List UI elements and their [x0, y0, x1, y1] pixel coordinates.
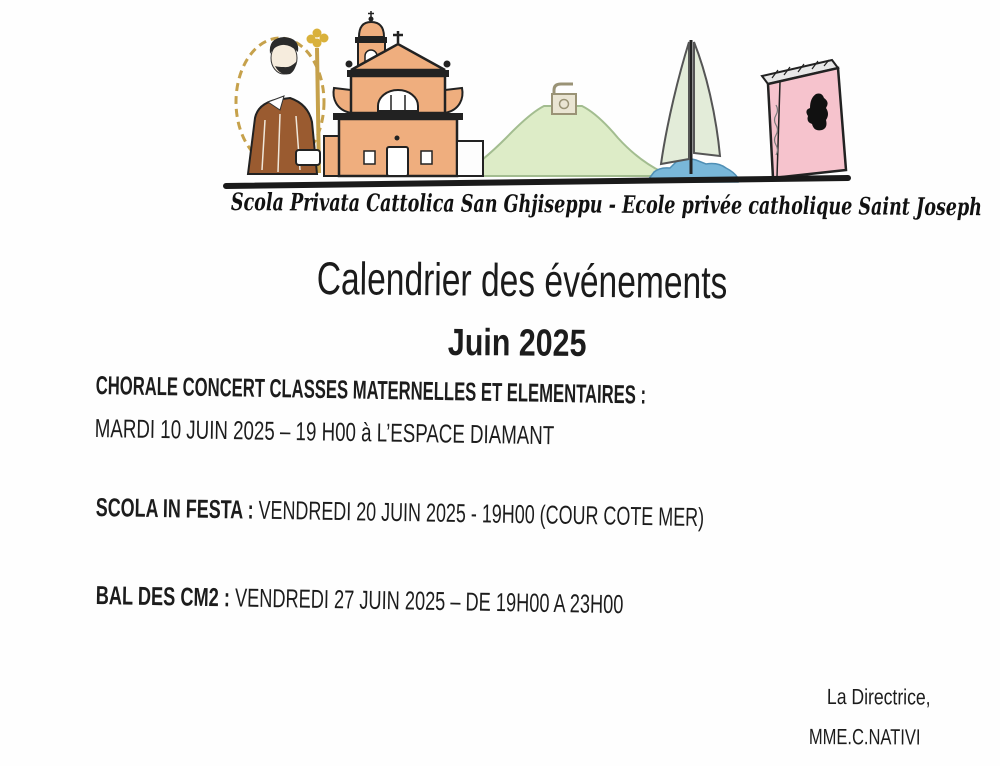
- dome: [359, 22, 384, 37]
- school-banner-illustration: [220, 10, 852, 192]
- mountain-illustration: [460, 84, 672, 176]
- month-title: Juin 2025: [447, 322, 587, 365]
- banner-baseline: [226, 178, 848, 186]
- left-finial: [346, 61, 353, 68]
- page-title: Calendrier des événements: [316, 252, 728, 309]
- signature-name: MME.C.NATIVI: [808, 724, 921, 750]
- sailboat-illustration: [648, 40, 738, 182]
- school-name-script: Scola Privata Cattolica San Ghjiseppu - Ecole privée catholique Saint Joseph: [230, 187, 983, 222]
- event-3-line: [96, 582, 624, 619]
- event-3-name: BAL DES CM2: [95, 580, 220, 613]
- right-volute: [445, 88, 462, 113]
- event-1-heading: [96, 372, 647, 409]
- signature-role: La Directrice,: [826, 684, 931, 710]
- event-3-details: VENDREDI 27 JUIN 2025 – DE 19H00 A 23H00: [234, 582, 624, 620]
- right-finial: [444, 61, 451, 68]
- church-door: [387, 147, 408, 176]
- chapel-body: [552, 94, 576, 114]
- event-2-colon: :: [242, 494, 259, 525]
- event-3-colon: :: [218, 582, 236, 613]
- dome-ball: [369, 17, 374, 22]
- corsica-book-illustration: [762, 60, 846, 178]
- right-annex: [457, 141, 483, 176]
- apex-cross: [393, 31, 403, 43]
- left-annex: [324, 136, 339, 176]
- event-1-colon: :: [635, 379, 647, 410]
- event-2-name: SCOLA IN FESTA: [95, 492, 243, 525]
- lectern: [296, 150, 320, 165]
- staff-flower: [307, 29, 329, 48]
- event-1-details: MARDI 10 JUIN 2025 – 19 H00 à L’ESPACE DIAMANT: [94, 413, 555, 451]
- mountain-shape: [460, 106, 672, 176]
- facade-dot: [395, 136, 400, 141]
- right-window: [421, 151, 432, 164]
- event-2-details: VENDREDI 20 JUIN 2025 - 19H00 (COUR COTE MER): [258, 494, 705, 533]
- jib-sail: [694, 42, 720, 156]
- dome-cross: [368, 11, 374, 17]
- left-volute: [334, 88, 351, 113]
- main-sail: [661, 42, 689, 164]
- left-window: [364, 151, 375, 164]
- church-illustration: [324, 11, 483, 176]
- event-2-line: [96, 494, 705, 531]
- event-1-name: CHORALE CONCERT CLASSES MATERNELLES ET ELEMENTAIRES: [95, 370, 637, 410]
- saint-illustration: [236, 29, 329, 175]
